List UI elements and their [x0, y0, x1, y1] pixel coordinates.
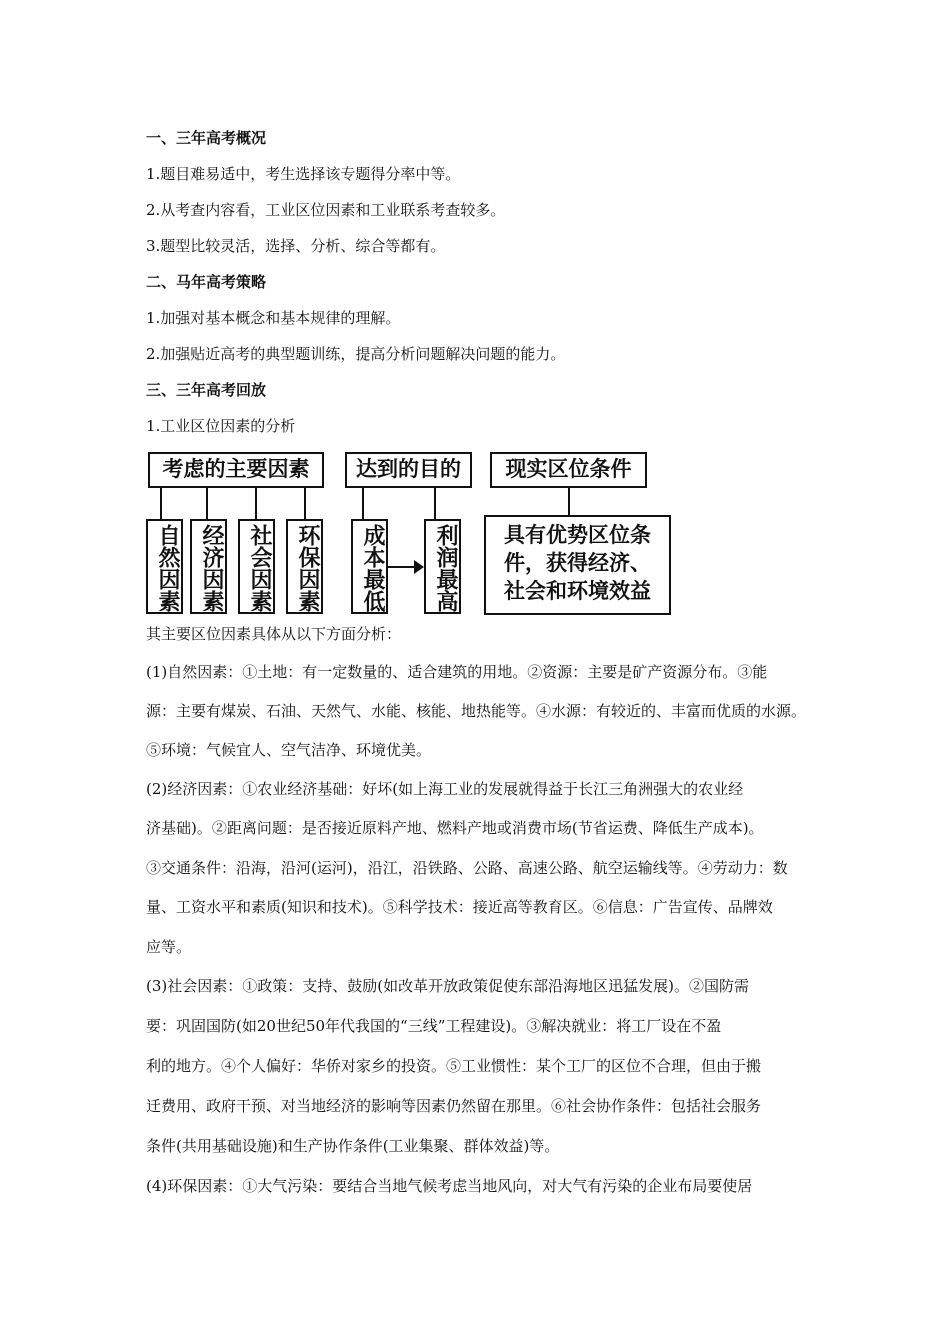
diagram-box-environmental-factors: 环保因素 — [286, 519, 323, 614]
body-line: ⑤环境：气候宜人、空气洁净、环境优美。 — [146, 741, 432, 759]
diagram-box-cost-lowest: 成本最低 — [351, 519, 388, 614]
diagram-box-natural-factors: 自然因素 — [146, 519, 183, 614]
connector-line — [206, 488, 208, 520]
body-line: 利的地方。④个人偏好：华侨对家乡的投资。⑤工业惯性：某个工厂的区位不合理，但由于搬 — [146, 1057, 762, 1075]
strategy-item-2: 2.加强贴近高考的典型题训练，提高分析问题解决问题的能力。 — [146, 345, 566, 363]
diagram-box-real-conditions: 现实区位条件 — [490, 452, 647, 488]
diagram-box-social-factors: 社会因素 — [238, 519, 275, 614]
section-heading-review: 三、三年高考回放 — [146, 381, 267, 399]
connector-line — [568, 488, 570, 516]
connector-line — [160, 488, 162, 520]
body-line: (2)经济因素：①农业经济基础：好坏(如上海工业的发展就得益于长江三角洲强大的农业经 — [146, 780, 744, 798]
diagram-box-main-factors: 考虑的主要因素 — [148, 452, 324, 488]
review-subheading: 1.工业区位因素的分析 — [146, 417, 296, 435]
result-line-3: 社会和环境效益 — [504, 579, 651, 603]
body-line: ③交通条件：沿海，沿河(运河)，沿江，沿铁路、公路、高速公路、航空运输线等。④劳动力：数 — [146, 859, 788, 877]
overview-item-3: 3.题型比较灵活，选择、分析、综合等都有。 — [146, 237, 446, 255]
overview-item-2: 2.从考查内容看，工业区位因素和工业联系考查较多。 — [146, 201, 506, 219]
section-heading-overview: 一、三年高考概况 — [146, 129, 267, 147]
diagram-box-goal: 达到的目的 — [345, 452, 472, 488]
connector-line — [362, 488, 364, 520]
body-line: (4)环保因素：①大气污染：要结合当地气候考虑当地风向，对大气有污染的企业布局要使居 — [146, 1177, 753, 1195]
strategy-item-1: 1.加强对基本概念和基本规律的理解。 — [146, 309, 401, 327]
diagram-box-profit-highest: 利润最高 — [424, 519, 461, 614]
result-line-1: 具有优势区位条 — [504, 523, 651, 547]
overview-item-1: 1.题目难易适中，考生选择该专题得分率中等。 — [146, 165, 461, 183]
body-line: 济基础)。②距离问题：是否接近原料产地、燃料产地或消费市场(节省运费、降低生产成本)。 — [146, 819, 764, 837]
connector-line — [255, 488, 257, 520]
connector-line — [434, 488, 436, 520]
body-line: 迁费用、政府干预、对当地经济的影响等因素仍然留在那里。⑥社会协作条件：包括社会服务 — [146, 1097, 762, 1115]
body-intro: 其主要区位因素具体从以下方面分析： — [146, 625, 402, 643]
body-line: 要：巩固国防(如20世纪50年代我国的“三线”工程建设)。③解决就业：将工厂设在不盈 — [146, 1017, 722, 1035]
body-line: 条件(共用基础设施)和生产协作条件(工业集聚、群体效益)等。 — [146, 1137, 560, 1155]
connector-line — [304, 488, 306, 520]
body-line: (1)自然因素：①土地：有一定数量的、适合建筑的用地。②资源：主要是矿产资源分布。③能 — [146, 663, 768, 681]
body-line: (3)社会因素：①政策：支持、鼓励(如改革开放政策促使东部沿海地区迅猛发展)。②国防需 — [146, 977, 749, 995]
diagram-box-economic-factors: 经济因素 — [190, 519, 227, 614]
result-line-2: 件，获得经济、 — [504, 551, 651, 575]
section-heading-strategy: 二、马年高考策略 — [146, 273, 267, 291]
diagram-box-result — [484, 515, 671, 615]
body-line: 应等。 — [146, 938, 192, 956]
body-line: 量、工资水平和素质(知识和技术)。⑤科学技术：接近高等教育区。⑥信息：广告宣传、品牌效 — [146, 898, 773, 916]
arrow-right-icon — [414, 560, 424, 574]
body-line: 源：主要有煤炭、石油、天然气、水能、核能、地热能等。④水源：有较近的、丰富而优质的水源。 — [146, 702, 807, 720]
